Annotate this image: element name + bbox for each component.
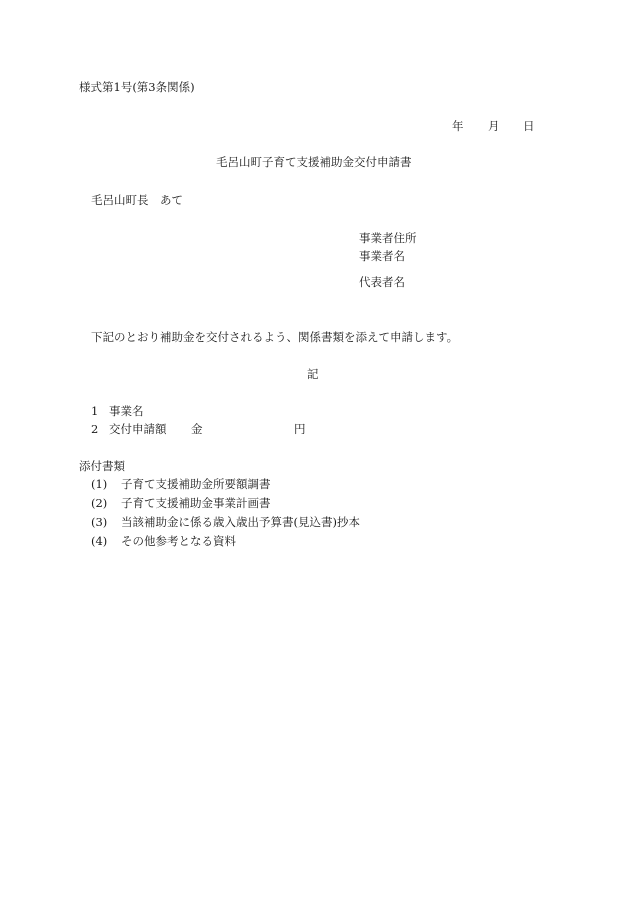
date-month: 月 — [488, 119, 500, 133]
attachment-number: (4) — [91, 534, 108, 548]
date-year: 年 — [452, 119, 464, 133]
attachment-number: (3) — [91, 515, 108, 529]
applicant-name-label: 事業者名 — [359, 249, 405, 263]
date-day: 日 — [523, 119, 535, 133]
attachment-text: 子育て支援補助金事業計画書 — [121, 496, 271, 510]
applicant-address-label: 事業者住所 — [359, 231, 417, 245]
body-text: 下記のとおり補助金を交付されるよう、関係書類を添えて申請します。 — [91, 330, 459, 344]
addressee: 毛呂山町長 あて — [91, 193, 183, 207]
item-number: 2 — [91, 422, 99, 436]
attachment-text: その他参考となる資料 — [121, 534, 236, 548]
attachment-number: (1) — [91, 477, 108, 491]
attachment-number: (2) — [91, 496, 108, 510]
ki-heading: 記 — [307, 367, 319, 381]
item-label: 事業名 — [109, 404, 144, 418]
attachments-heading: 添付書類 — [79, 459, 125, 473]
representative-label: 代表者名 — [359, 275, 405, 289]
amount-prefix: 金 — [191, 422, 203, 436]
document-title: 毛呂山町子育て支援補助金交付申請書 — [216, 155, 412, 169]
amount-suffix: 円 — [294, 422, 306, 436]
item-number: 1 — [91, 404, 99, 418]
form-number: 様式第1号(第3条関係) — [79, 80, 195, 94]
attachment-text: 子育て支援補助金所要額調書 — [121, 477, 271, 491]
item-label: 交付申請額 — [109, 422, 167, 436]
attachment-text: 当該補助金に係る歳入歳出予算書(見込書)抄本 — [121, 515, 360, 529]
